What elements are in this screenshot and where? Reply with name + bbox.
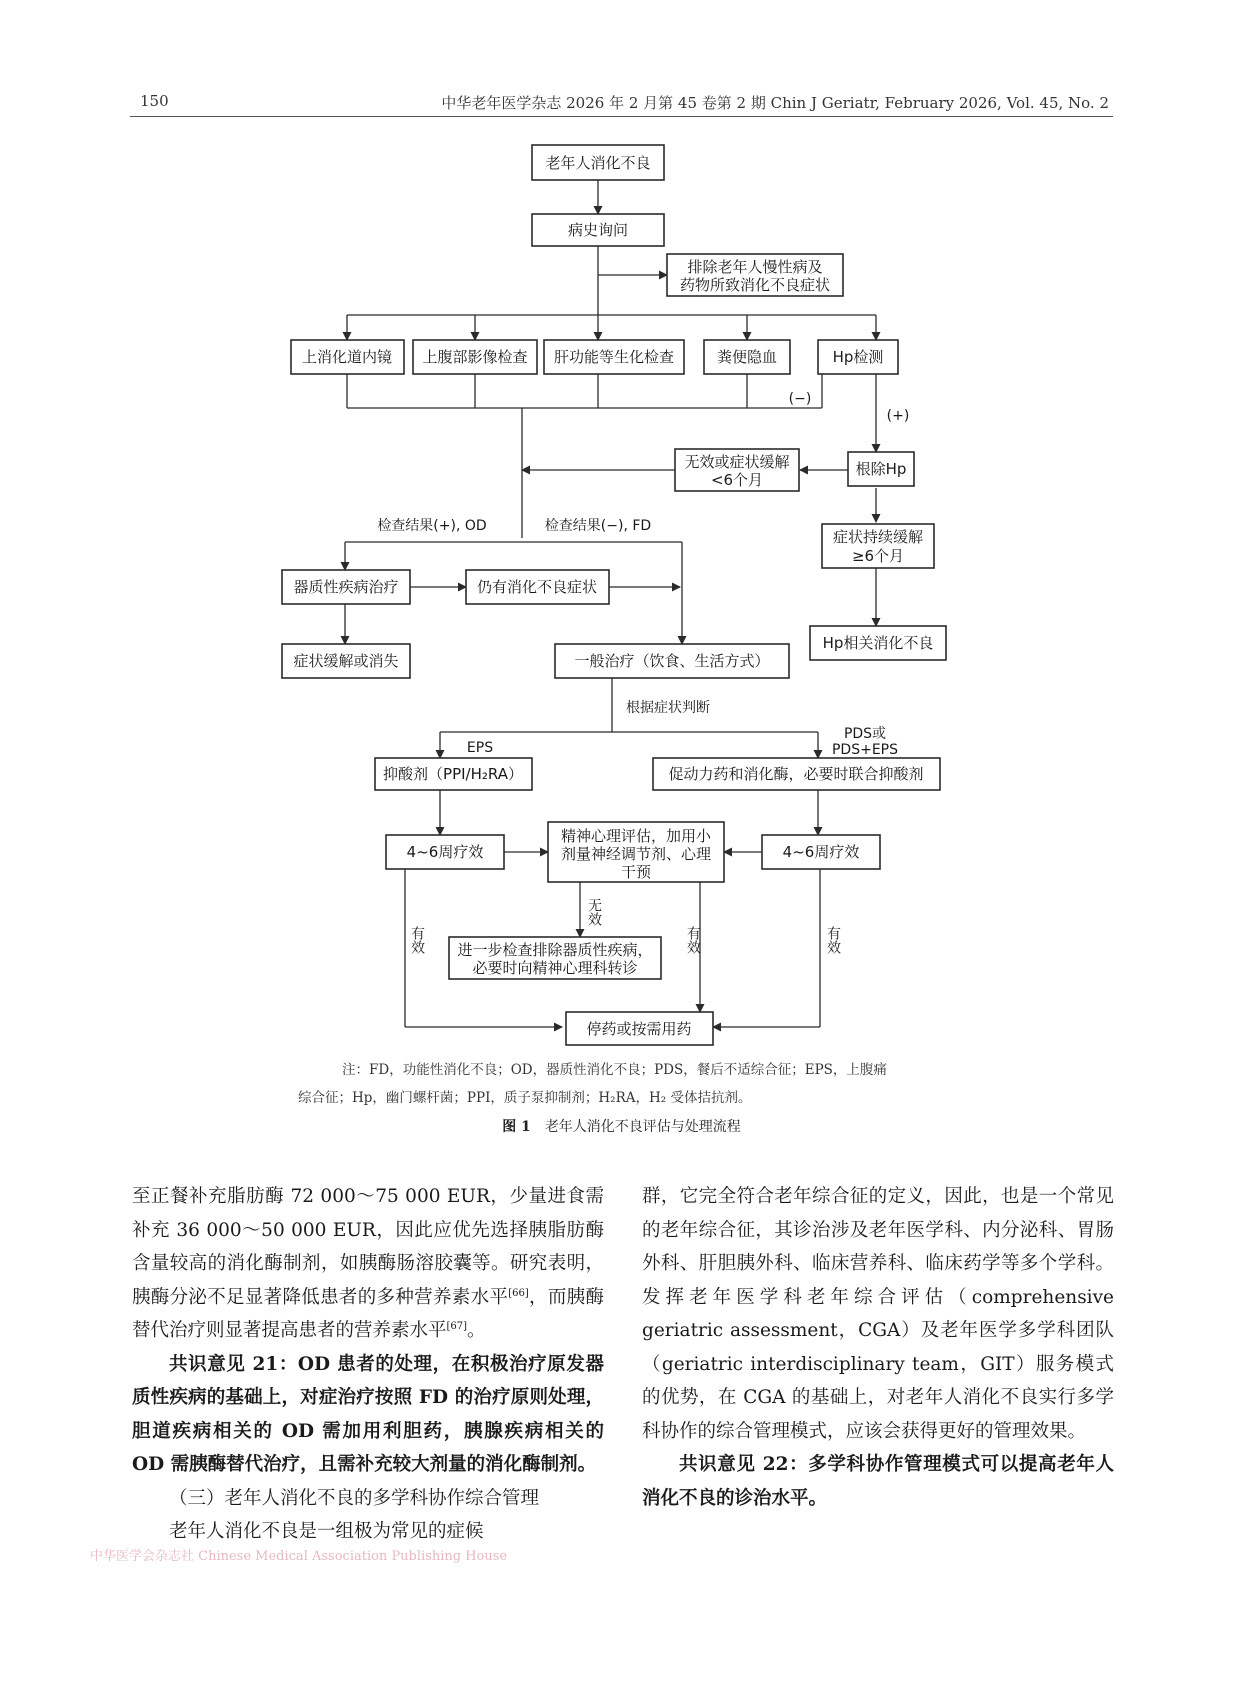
paragraph-text: 。 xyxy=(467,1320,486,1341)
node-eradicate-hp-label: 根除Hp xyxy=(855,460,907,478)
node-efficacy-left xyxy=(386,835,504,869)
body-column-left xyxy=(132,1180,604,1549)
hp-negative-label: (−) xyxy=(788,391,812,407)
node-sustained xyxy=(822,524,934,568)
node-start xyxy=(532,145,664,180)
node-endoscopy-label: 上消化道内镜 xyxy=(301,348,393,366)
paragraph-text: 至正餐补充脂肪酶 72 000～75 000 EUR，少量进食需补充 36 000～50 000 EUR，因此应优先选择胰脂肪酶含量较高的消化酶制剂，如胰酶肠溶胶囊等。研究表明，胰酶分泌不足显著降低患者的多种营养素水平 xyxy=(132,1186,604,1308)
node-still-symptoms xyxy=(466,570,609,604)
effective-label-right: 有效 xyxy=(825,926,841,954)
node-ineffective-line1: 无效或症状缓解 xyxy=(684,453,790,471)
node-efficacy-left-label: 4~6周疗效 xyxy=(406,843,484,861)
figure-title: 老年人消化不良评估与处理流程 xyxy=(544,1119,741,1135)
node-general-treatment xyxy=(555,644,789,678)
node-eradicate-hp xyxy=(848,452,914,486)
paragraph: 群，它完全符合老年综合征的定义，因此，也是一个常见的老年综合征，其诊治涉及老年医学科、内分泌科、胃肠外科、肝胆胰外科、临床营养科、临床药学等多个学科。发挥老年医学科老年综合评估（comprehensive geriatric assessment，CGA）及老年医学多学科团队（geriatric interdisciplinary team，GIT）服务模式的优势，在 CGA 的基础上，对老年人消化不良实行多学科协作的综合管理模式，应该会获得更好的管理效果。 xyxy=(642,1186,1114,1442)
node-exclude-line2: 药物所致消化不良症状 xyxy=(679,276,831,294)
result-negative-label: 检查结果(−), FD xyxy=(544,518,652,534)
node-still-symptoms-label: 仍有消化不良症状 xyxy=(476,578,598,596)
node-exclude-line1: 排除老年人慢性病及 xyxy=(687,258,823,276)
pds-label-line2: PDS+EPS xyxy=(831,742,899,758)
node-stop xyxy=(566,1012,713,1045)
hp-positive-label: (+) xyxy=(886,408,910,424)
node-ineffective-line2: <6个月 xyxy=(710,471,764,489)
node-sustained-line1: 症状持续缓解 xyxy=(832,528,924,546)
node-organic-treatment-label: 器质性疾病治疗 xyxy=(293,578,399,596)
node-psych xyxy=(548,822,724,882)
node-stool xyxy=(704,340,790,374)
figure-note-line1: 注：FD，功能性消化不良；OD，器质性消化不良；PDS，餐后不适综合征；EPS，上腹痛 xyxy=(342,1062,887,1078)
node-acid-suppress xyxy=(375,758,532,790)
node-psych-line1: 精神心理评估，加用小 xyxy=(560,827,712,845)
result-positive-label: 检查结果(+), OD xyxy=(377,518,487,534)
paragraph xyxy=(132,1180,604,1348)
journal-header: 中华老年医学杂志 2026 年 2 月第 45 卷第 2 期 Chin J Geriatr, February 2026, Vol. 45, No. 2 xyxy=(441,94,1109,112)
node-relief xyxy=(282,644,410,678)
body-column-right xyxy=(642,1180,1114,1515)
node-relief-label: 症状缓解或消失 xyxy=(293,652,399,670)
node-prokinetic xyxy=(653,758,940,790)
figure-note-line2: 综合征；Hp，幽门螺杆菌；PPI，质子泵抑制剂；H₂RA，H₂ 受体拮抗剂。 xyxy=(298,1090,752,1106)
node-efficacy-right xyxy=(762,835,880,869)
node-organic-treatment xyxy=(282,570,410,604)
node-start-label: 老年人消化不良 xyxy=(545,154,651,172)
no-effect-label: 无效 xyxy=(586,898,602,926)
node-acid-suppress-label: 抑酸剂（PPI/H₂RA） xyxy=(383,765,523,783)
citation: [67] xyxy=(446,1320,468,1332)
paragraph: 老年人消化不良是一组极为常见的症候 xyxy=(169,1521,484,1542)
node-imaging xyxy=(413,340,537,374)
flow-connectors xyxy=(345,180,876,1027)
node-efficacy-right-label: 4~6周疗效 xyxy=(782,843,860,861)
effective-label-left: 有效 xyxy=(409,926,425,954)
by-symptoms-label: 根据症状判断 xyxy=(626,700,710,716)
node-stop-label: 停药或按需用药 xyxy=(586,1020,692,1038)
node-psych-line2: 剂量神经调节剂、心理 xyxy=(560,845,712,863)
node-hp-dyspepsia-label: Hp相关消化不良 xyxy=(822,634,934,652)
paragraph-text: ，而胰酶替代治疗则显著提高患者的营养素水平 xyxy=(132,1286,604,1341)
node-ineffective xyxy=(675,449,799,491)
section-heading: （三）老年人消化不良的多学科协作综合管理 xyxy=(169,1487,540,1509)
page-number: 150 xyxy=(140,92,169,110)
node-further xyxy=(449,937,661,979)
node-general-treatment-label: 一般治疗（饮食、生活方式） xyxy=(574,652,770,670)
consensus-21: 共识意见 21：OD 患者的处理，在积极治疗原发器质性疾病的基础上，对症治疗按照 FD 的治疗原则处理，胆道疾病相关的 OD 需加用利胆药，胰腺疾病相关的 OD 需胰酶替代治疗，且需补充较大剂量的消化酶制剂。 xyxy=(132,1353,604,1475)
node-prokinetic-label: 促动力药和消化酶，必要时联合抑酸剂 xyxy=(668,765,924,783)
node-hp-dyspepsia xyxy=(810,626,946,660)
node-stool-label: 粪便隐血 xyxy=(716,348,778,366)
node-hp-test xyxy=(818,340,898,374)
node-endoscopy xyxy=(291,340,404,374)
node-hp-test-label: Hp检测 xyxy=(832,348,884,366)
node-further-line1: 进一步检查排除器质性疾病， xyxy=(457,941,653,959)
effective-label-middle: 有效 xyxy=(685,926,701,954)
node-psych-line3: 干预 xyxy=(620,863,652,881)
node-imaging-label: 上腹部影像检查 xyxy=(422,348,528,366)
figure-label: 图 1 xyxy=(502,1119,531,1135)
node-history-label: 病史询问 xyxy=(567,221,629,239)
consensus-22: 共识意见 22：多学科协作管理模式可以提高老年人消化不良的诊治水平。 xyxy=(642,1454,1114,1509)
node-further-line2: 必要时向精神心理科转诊 xyxy=(472,959,638,977)
node-liver xyxy=(544,340,684,374)
citation: [66] xyxy=(508,1287,529,1299)
figure-caption xyxy=(0,1116,1243,1136)
node-history xyxy=(532,214,664,246)
eps-label: EPS xyxy=(466,740,494,756)
pds-label-line1: PDS或 xyxy=(843,726,887,742)
node-exclude xyxy=(667,254,843,296)
publisher-watermark: 中华医学会杂志社 Chinese Medical Association Publishing House xyxy=(90,1549,508,1564)
node-liver-label: 肝功能等生化检查 xyxy=(553,348,675,366)
node-sustained-line2: ≥6个月 xyxy=(851,547,905,565)
